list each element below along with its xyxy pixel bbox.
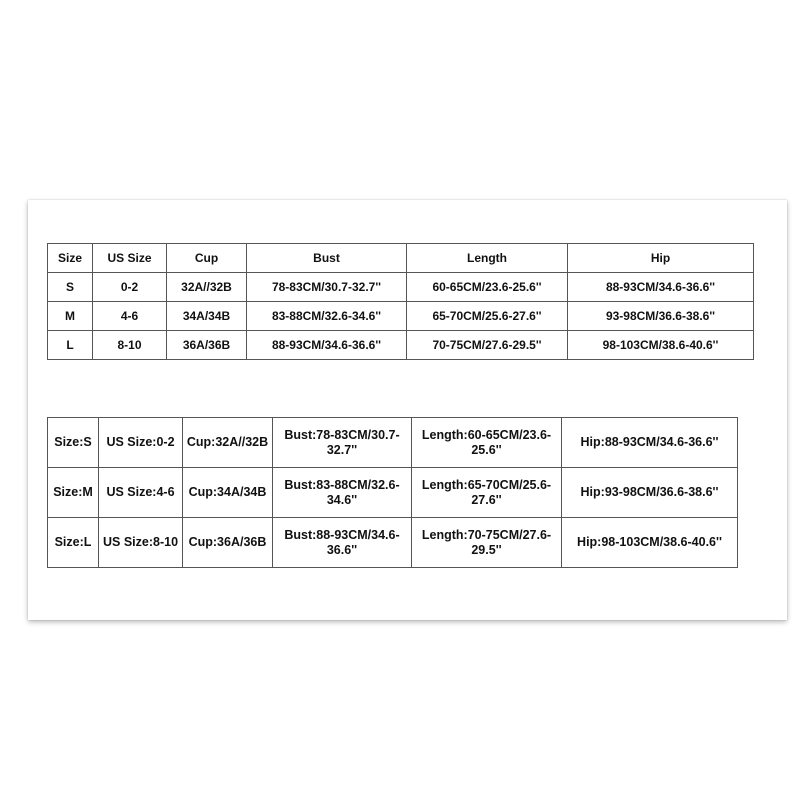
header-cell: Length	[407, 244, 568, 273]
table-cell: Hip:98-103CM/38.6-40.6''	[562, 518, 738, 568]
table-cell: Hip:88-93CM/34.6-36.6''	[562, 418, 738, 468]
table-cell: Length:70-75CM/27.6-29.5''	[412, 518, 562, 568]
table-cell: 93-98CM/36.6-38.6''	[568, 302, 754, 331]
table-cell: 83-88CM/32.6-34.6''	[247, 302, 407, 331]
header-cell: Size	[48, 244, 93, 273]
table-row	[48, 302, 754, 331]
table-cell: Cup:36A/36B	[183, 518, 273, 568]
table-cell: 60-65CM/23.6-25.6''	[407, 273, 568, 302]
table-cell: Bust:88-93CM/34.6-36.6''	[273, 518, 412, 568]
table-cell: 8-10	[93, 331, 167, 360]
table-header-row	[48, 244, 754, 273]
table-cell: Cup:32A//32B	[183, 418, 273, 468]
table-cell: Bust:83-88CM/32.6-34.6''	[273, 468, 412, 518]
table-cell: US Size:4-6	[99, 468, 183, 518]
table-cell: 0-2	[93, 273, 167, 302]
header-cell: Hip	[568, 244, 754, 273]
table-cell: Size:L	[48, 518, 99, 568]
table-cell: 34A/34B	[167, 302, 247, 331]
table-cell: 78-83CM/30.7-32.7''	[247, 273, 407, 302]
table-cell: US Size:8-10	[99, 518, 183, 568]
size-table	[47, 243, 754, 360]
table-cell: 98-103CM/38.6-40.6''	[568, 331, 754, 360]
header-cell: Cup	[167, 244, 247, 273]
header-cell: Bust	[247, 244, 407, 273]
header-cell: US Size	[93, 244, 167, 273]
table-cell: US Size:0-2	[99, 418, 183, 468]
table-cell: 88-93CM/34.6-36.6''	[247, 331, 407, 360]
table-cell: Cup:34A/34B	[183, 468, 273, 518]
table-cell: 70-75CM/27.6-29.5''	[407, 331, 568, 360]
table-cell: 65-70CM/25.6-27.6''	[407, 302, 568, 331]
table-cell: Bust:78-83CM/30.7-32.7''	[273, 418, 412, 468]
table-cell: Size:S	[48, 418, 99, 468]
table-row	[48, 418, 738, 468]
table-cell: S	[48, 273, 93, 302]
size-chart-card	[28, 200, 787, 620]
table-cell: 32A//32B	[167, 273, 247, 302]
table-cell: Size:M	[48, 468, 99, 518]
table-cell: Length:60-65CM/23.6-25.6''	[412, 418, 562, 468]
size-detail-table	[47, 417, 738, 568]
table-cell: M	[48, 302, 93, 331]
table-cell: Hip:93-98CM/36.6-38.6''	[562, 468, 738, 518]
table-cell: L	[48, 331, 93, 360]
table-cell: 36A/36B	[167, 331, 247, 360]
table-row	[48, 331, 754, 360]
table-cell: 4-6	[93, 302, 167, 331]
table-cell: Length:65-70CM/25.6-27.6''	[412, 468, 562, 518]
table-row	[48, 468, 738, 518]
table-row	[48, 518, 738, 568]
table-row	[48, 273, 754, 302]
table-cell: 88-93CM/34.6-36.6''	[568, 273, 754, 302]
